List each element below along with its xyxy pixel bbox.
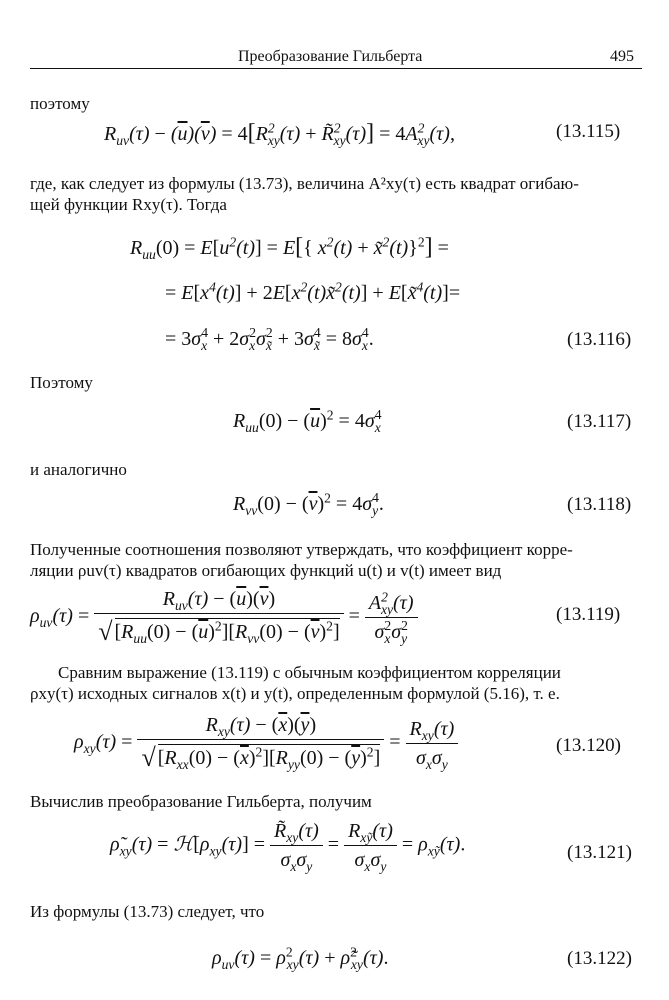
equation-number: (13.121): [567, 842, 632, 863]
equation-13-116-line1: $R_{uu}(0) = E[u^2(t)] = E$[{ $x^2(t)$ + x̃$^2$(t)}$^2$] =: [130, 234, 449, 262]
equation-13-118: $R_{vv}(0) - (\overline{v})^2 = 4\sigma_y^4$.: [233, 490, 384, 518]
paragraph-text: Из формулы (13.73) следует, что: [30, 902, 265, 921]
equation-number: (13.122): [567, 948, 632, 969]
equation-number: (13.119): [556, 604, 621, 625]
equation-13-119: $\rho_{uv}(\tau)$ = $\frac{R_{uv}(\tau) - (\overline{u})(\overline{v})}{√ [R_{uu}(0) - (\overline{u})^2][R_{vv}(0) - (\overline{v})^2]}$ = $\frac{A^2_{xy}(\tau)}{\sigma_x^2\sigma_y^2}$: [30, 588, 418, 647]
equation-13-116-line3: = $3\sigma_x^4 + 2\sigma_x^2\sigma_{x̃}^2 + 3\sigma_{x̃}^4 = 8\sigma_x^4$.: [165, 325, 374, 353]
equation-13-120: $\rho_{xy}(\tau)$ = $\frac{R_{xy}(\tau) - (\overline{x})(\overline{y})}{√ [R_{xx}(0) - (\overline{x})^2][R_{yy}(0) - (\overline{y})^2]}$ = $\frac{R_{xy}(\tau)}{\sigma_x\sigma_y}$: [74, 714, 458, 773]
paragraph-text: щей функции Rxy(τ). Тогда: [30, 195, 227, 214]
equation-number: (13.120): [556, 735, 621, 756]
header-rule: [30, 68, 642, 69]
paragraph-text: Поэтому: [30, 373, 93, 392]
paragraph-text: и аналогично: [30, 460, 127, 479]
page-number: 495: [610, 48, 634, 65]
equation-13-122: $\rho_{uv}(\tau) = \rho^2_{xy}(\tau)$ + ρ̃$^2_{xy}$(τ).: [212, 944, 389, 972]
equation-13-116-line2: = $E[x^4(t)]$ + $2E[x^2(t)x̃^2(t)]$ + E[x̃$^4$(t)]=: [165, 279, 461, 304]
equation-13-117: $R_{uu}(0) - (\overline{u})^2 = 4\sigma_x^4$: [233, 407, 382, 435]
equation-number: (13.118): [567, 494, 632, 515]
paragraph-text: поэтому: [30, 94, 90, 113]
equation-number: (13.116): [567, 329, 632, 350]
equation-13-115: $R_{uv}(\tau) - (\overline{u})(\overline{v}) = 4[R^2_{xy}(\tau)$ + R̃$^2_{xy}$(τ)] = $4A^2_{xy}(\tau)$,: [104, 120, 455, 148]
paragraph-text: ρxy(τ) исходных сигналов x(t) и y(t), определенным формулой (5.16), т. е.: [30, 684, 560, 703]
equation-number: (13.117): [567, 411, 632, 432]
paragraph-text: где, как следует из формулы (13.73), величина A²xy(τ) есть квадрат огибаю-: [30, 174, 579, 193]
running-header-title: Преобразование Гильберта: [238, 48, 423, 65]
paragraph-text: Сравним выражение (13.119) с обычным коэффициентом корреляции: [58, 663, 561, 682]
equation-13-121: $\rhõ_{xy}(\tau)$ = $ℋ[\rho_{xy}(\tau)]$ = $\frac{R̃_{xy}(\tau)}{\sigma_x\sigma_y}$ = $\frac{R_{xỹ}(\tau)}{\sigma_x\sigma_y}$ = $\rho_{xỹ}(\tau)$.: [110, 820, 466, 874]
paragraph-text: Полученные соотношения позволяют утверждать, что коэффициент корре-: [30, 540, 573, 559]
equation-number: (13.115): [556, 121, 621, 142]
paragraph-text: ляции ρuv(τ) квадратов огибающих функций u(t) и v(t) имеет вид: [30, 561, 502, 580]
paragraph-text: Вычислив преобразование Гильберта, получим: [30, 792, 372, 811]
